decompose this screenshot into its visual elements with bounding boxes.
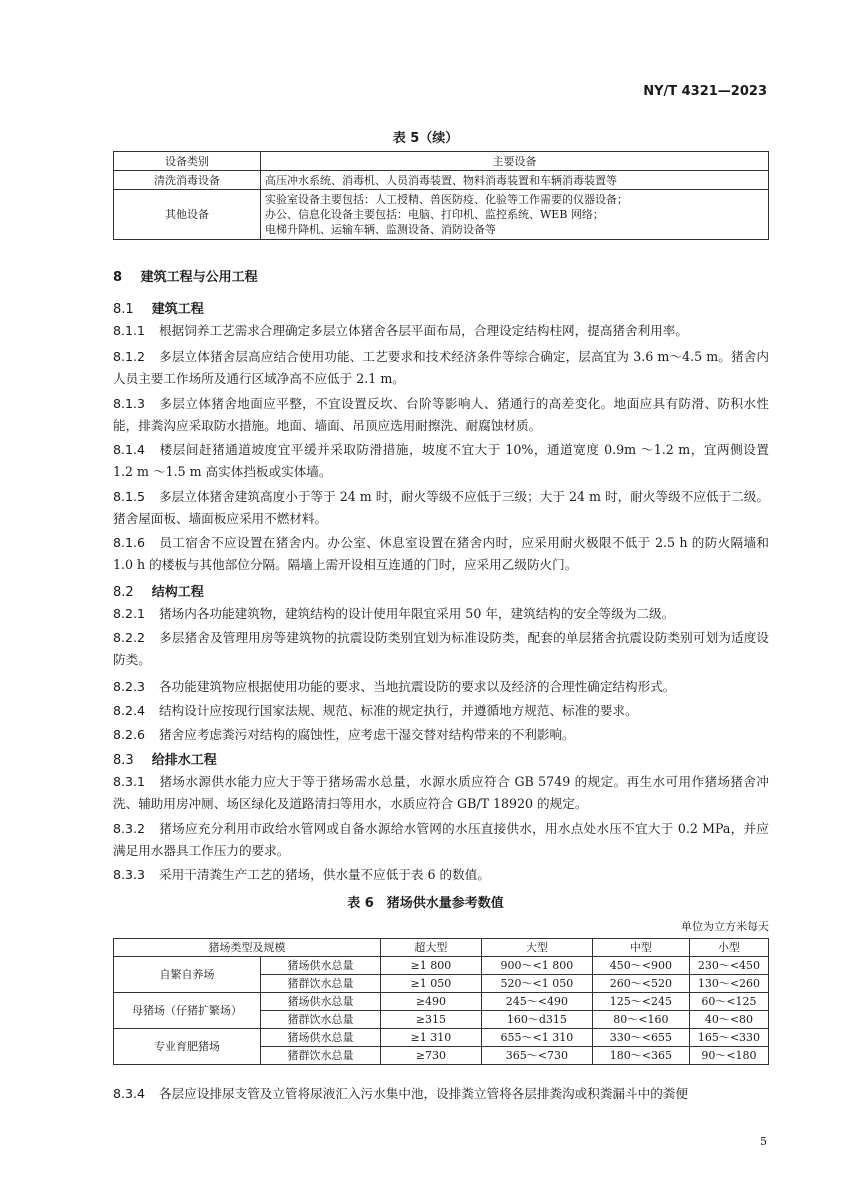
clause-number: 8.3.1 (113, 774, 146, 789)
equipment-table (113, 151, 769, 240)
item-cell: 猪场供水总量 (261, 993, 381, 1011)
clause-text: 采用干清粪生产工艺的猪场，供水量不应低于表 6 的数值。 (159, 867, 490, 882)
column-header: 大型 (481, 939, 592, 957)
column-header: 主要设备 (261, 152, 769, 171)
clause-text: 员工宿舍不应设置在猪舍内。办公室、休息室设置在猪舍内时，应采用耐火极限不低于 2.5 h 的防火隔墙和 1.0 h 的楼板与其他部位分隔。隔墙上需开设相互连通的门时，应采用乙级防火门。 (113, 535, 769, 572)
clause-number: 8.1.3 (113, 396, 146, 411)
value-cell: 450～<900 (592, 957, 689, 975)
value-cell: 165～<330 (689, 1029, 768, 1047)
section-number: 8 (113, 270, 123, 285)
clause-text: 多层立体猪舍建筑高度小于等于 24 m 时，耐火等级不应低于三级；大于 24 m 时，耐火等级不应低于二级。猪舍屋面板、墙面板应采用不燃材料。 (113, 489, 769, 526)
equipment-cell: 高压冲水系统、消毒机、人员消毒装置、物料消毒装置和车辆消毒装置等 (261, 171, 769, 190)
column-header: 小型 (689, 939, 768, 957)
value-cell: ≥1 050 (380, 975, 481, 993)
value-cell: 230～<450 (689, 957, 768, 975)
clause (113, 603, 769, 625)
subsection-title: 建筑工程 (151, 302, 204, 317)
clause (113, 818, 769, 862)
clause (113, 864, 769, 886)
clause (113, 320, 769, 342)
clause-number: 8.1.2 (113, 349, 146, 364)
subsection-heading (113, 749, 217, 768)
clause-text: 各层应设排尿支管及立管将尿液汇入污水集中池，设排粪立管将各层排粪沟或积粪漏斗中的粪便 (159, 1086, 688, 1101)
table-row (114, 957, 769, 975)
table-row (114, 1029, 769, 1047)
clause-text: 楼层间赶猪通道坡度宜平缓并采取防滑措施，坡度不宜大于 10%，通道宽度 0.9m ～1.2 m，宜两侧设置 1.2 m ～1.5 m 高实体挡板或实体墙。 (113, 442, 769, 479)
clause (113, 532, 769, 576)
value-cell: 125～<245 (592, 993, 689, 1011)
clause-text: 猪场应充分利用市政给水管网或自备水源给水管网的水压直接供水，用水点处水压不宜大于 0.2 MPa，并应满足用水器具工作压力的要求。 (113, 821, 769, 858)
clause-number: 8.2.6 (113, 727, 146, 742)
subsection-number: 8.2 (113, 585, 134, 600)
equipment-cell (261, 190, 769, 240)
table-row (114, 190, 769, 240)
clause (113, 700, 769, 722)
page-number: 5 (760, 1135, 767, 1148)
column-header: 超大型 (380, 939, 481, 957)
subsection-number: 8.1 (113, 302, 134, 317)
clause-text: 猪场水源供水能力应大于等于猪场需水总量，水源水质应符合 GB 5749 的规定。再生水可用作猪场猪舍冲洗、辅助用房冲厕、场区绿化及道路清扫等用水，水质应符合 GB/T 18920 的规定。 (113, 774, 769, 811)
value-cell: 245～<490 (481, 993, 592, 1011)
clause-text: 多层猪舍及管理用房等建筑物的抗震设防类别宜划为标准设防类，配套的单层猪舍抗震设防类别可划为适度设防类。 (113, 630, 769, 667)
farm-type-cell: 母猪场（仔猪扩繁场） (114, 993, 261, 1029)
item-cell: 猪群饮水总量 (261, 1011, 381, 1029)
clause-text: 猪舍应考虑粪污对结构的腐蚀性，应考虑干湿交替对结构带来的不利影响。 (159, 727, 575, 742)
subsection-title: 给排水工程 (151, 753, 217, 768)
subsection-title: 结构工程 (151, 585, 204, 600)
column-header: 中型 (592, 939, 689, 957)
clause-number: 8.1.1 (113, 323, 146, 338)
item-cell: 猪群饮水总量 (261, 1047, 381, 1065)
water-supply-table (113, 938, 769, 1065)
subsection-heading (113, 298, 204, 317)
value-cell: 655～<1 310 (481, 1029, 592, 1047)
value-cell: 80～<160 (592, 1011, 689, 1029)
value-cell: 90～<180 (689, 1047, 768, 1065)
equipment-line: 电梯升降机、运输车辆、监测设备、消防设备等 (265, 223, 496, 236)
clause (113, 771, 769, 815)
clause-number: 8.3.4 (113, 1086, 146, 1101)
clause-text: 多层立体猪舍层高应结合使用功能、工艺要求和技术经济条件等综合确定，层高宜为 3.6 m～4.5 m。猪舍内人员主要工作场所及通行区域净高不应低于 2.1 m。 (113, 349, 769, 386)
clause-text: 各功能建筑物应根据使用功能的要求、当地抗震设防的要求以及经济的合理性确定结构形式。 (159, 679, 676, 694)
table-header-row (114, 939, 769, 957)
value-cell: ≥730 (380, 1047, 481, 1065)
clause (113, 1083, 769, 1105)
value-cell: 60～<125 (689, 993, 768, 1011)
item-cell: 猪群饮水总量 (261, 975, 381, 993)
clause-number: 8.1.6 (113, 535, 146, 550)
clause-number: 8.2.2 (113, 630, 146, 645)
clause-number: 8.2.1 (113, 606, 146, 621)
clause (113, 676, 769, 698)
farm-type-cell: 自繁自养场 (114, 957, 261, 993)
value-cell: ≥315 (380, 1011, 481, 1029)
clause (113, 724, 769, 746)
value-cell: ≥1 310 (380, 1029, 481, 1047)
value-cell: 180～<365 (592, 1047, 689, 1065)
clause (113, 393, 769, 437)
clause-number: 8.1.4 (113, 442, 146, 457)
standard-number: NY/T 4321—2023 (643, 84, 767, 99)
value-cell: 130～<260 (689, 975, 768, 993)
value-cell: ≥1 800 (380, 957, 481, 975)
clause (113, 346, 769, 390)
subsection-number: 8.3 (113, 753, 134, 768)
column-header: 设备类别 (114, 152, 261, 171)
value-cell: 260～<520 (592, 975, 689, 993)
item-cell: 猪场供水总量 (261, 1029, 381, 1047)
category-cell: 清洗消毒设备 (114, 171, 261, 190)
clause (113, 627, 769, 671)
value-cell: 900～<1 800 (481, 957, 592, 975)
value-cell: 160～d315 (481, 1011, 592, 1029)
clause-number: 8.2.3 (113, 679, 146, 694)
value-cell: 330～<655 (592, 1029, 689, 1047)
farm-type-cell: 专业育肥猪场 (114, 1029, 261, 1065)
clause (113, 439, 769, 483)
equipment-line: 实验室设备主要包括：人工授精、兽医防疫、化验等工作需要的仪器设备； (265, 193, 628, 206)
category-cell: 其他设备 (114, 190, 261, 240)
unit-note: 单位为立方米每天 (681, 920, 769, 933)
clause (113, 486, 769, 530)
table5-caption: 表 5（续） (392, 131, 459, 146)
equipment-line: 办公、信息化设备主要包括：电脑、打印机、监控系统、WEB 网络； (265, 208, 604, 221)
section-title: 建筑工程与公用工程 (140, 270, 258, 285)
clause-number: 8.1.5 (113, 489, 146, 504)
column-header: 猪场类型及规模 (114, 939, 381, 957)
clause-text: 多层立体猪舍地面应平整，不宜设置反坎、台阶等影响人、猪通行的高差变化。地面应具有防滑、防积水性能，排粪沟应采取防水措施。地面、墙面、吊顶应选用耐擦洗、耐腐蚀材质。 (113, 396, 769, 433)
value-cell: ≥490 (380, 993, 481, 1011)
table-row (114, 171, 769, 190)
table-header-row (114, 152, 769, 171)
clause-number: 8.3.2 (113, 821, 146, 836)
clause-text: 猪场内各功能建筑物，建筑结构的设计使用年限宜采用 50 年，建筑结构的安全等级为二级。 (159, 606, 675, 621)
value-cell: 40～<80 (689, 1011, 768, 1029)
clause-text: 结构设计应按现行国家法规、规范、标准的规定执行，并遵循地方规范、标准的要求。 (159, 703, 638, 718)
value-cell: 520～<1 050 (481, 975, 592, 993)
clause-text: 根据饲养工艺需求合理确定多层立体猪舍各层平面布局，合理设定结构柱网，提高猪舍利用率。 (159, 323, 688, 338)
section-heading (113, 266, 258, 285)
clause-number: 8.2.4 (113, 703, 146, 718)
table6-caption: 表 6 猪场供水量参考数值 (347, 896, 504, 911)
table-row (114, 993, 769, 1011)
item-cell: 猪场供水总量 (261, 957, 381, 975)
value-cell: 365～<730 (481, 1047, 592, 1065)
subsection-heading (113, 581, 204, 600)
clause-number: 8.3.3 (113, 867, 146, 882)
